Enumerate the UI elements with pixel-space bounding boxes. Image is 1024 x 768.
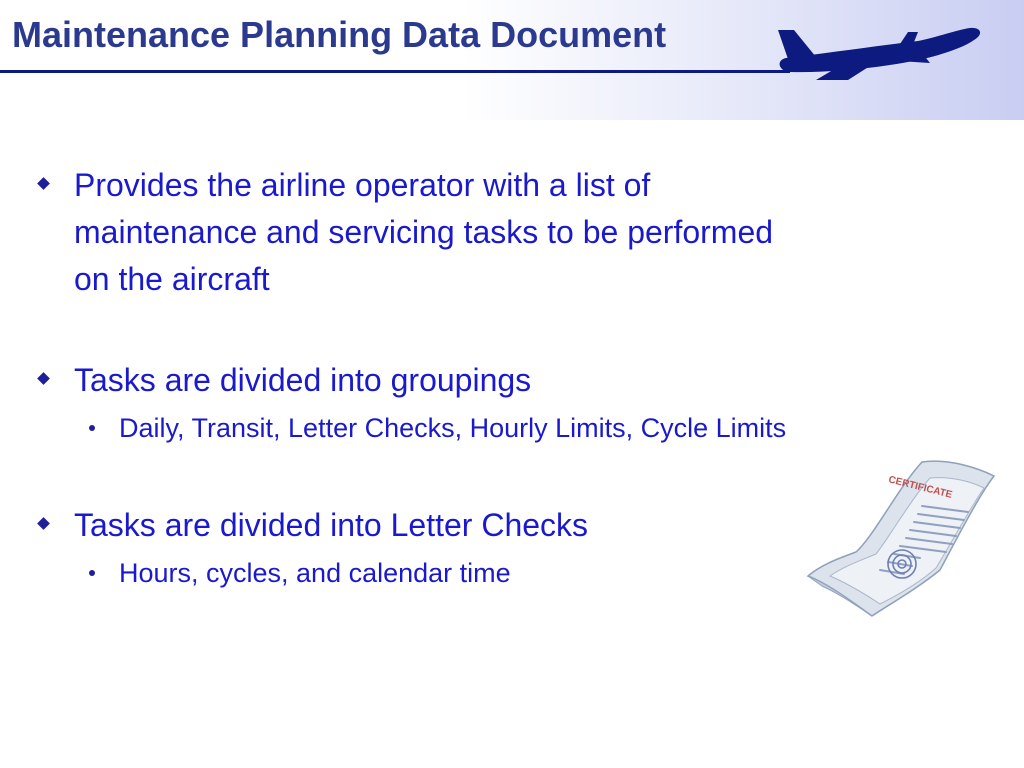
- title-underline: [0, 70, 790, 73]
- bullet-text: Tasks are divided into Letter Checks: [74, 507, 589, 543]
- sub-bullet-text: Daily, Transit, Letter Checks, Hourly Limits, Cycle Limits: [119, 413, 787, 443]
- bullet-text: Provides the airline operator with a list of maintenance and servicing tasks to be performed on the aircraft: [74, 167, 774, 297]
- dot-bullet-icon: [89, 425, 95, 431]
- sub-bullet-text: Hours, cycles, and calendar time: [119, 558, 511, 588]
- bullet-text: Tasks are divided into groupings: [74, 362, 532, 398]
- bullet-list: [36, 162, 816, 593]
- certificate-icon: [800, 448, 998, 620]
- bullet-item: [36, 357, 816, 448]
- sub-bullet-list: [74, 553, 816, 593]
- airplane-icon: [768, 20, 983, 80]
- slide-title: Maintenance Planning Data Document: [12, 14, 667, 55]
- diamond-bullet-icon: [37, 177, 50, 190]
- diamond-bullet-icon: [37, 517, 50, 530]
- diamond-bullet-icon: [37, 372, 50, 385]
- bullet-item: [36, 502, 816, 593]
- dot-bullet-icon: [89, 570, 95, 576]
- bullet-item: [36, 162, 816, 303]
- sub-bullet-list: [74, 408, 816, 448]
- sub-bullet-item: [74, 553, 816, 593]
- certificate-label: CERTIFICATE: [887, 474, 954, 501]
- sub-bullet-item: [74, 408, 816, 448]
